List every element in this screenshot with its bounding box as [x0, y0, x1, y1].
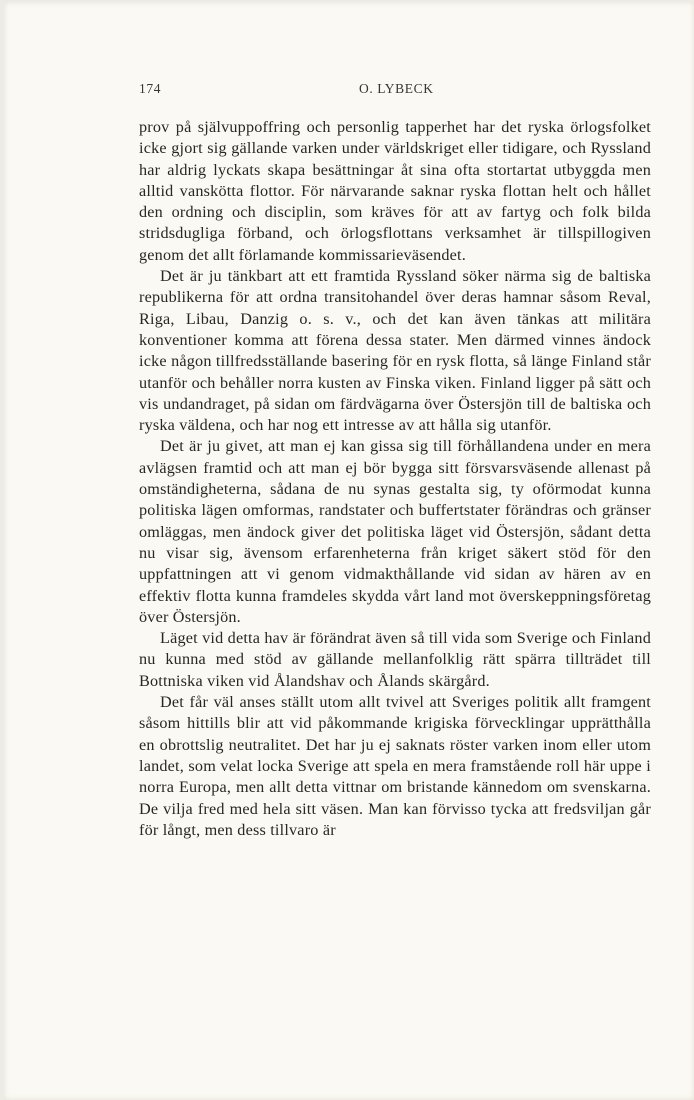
- page-header: [139, 81, 651, 101]
- body-text: [139, 117, 651, 841]
- paragraph: Det är ju tänkbart att ett framtida Ryssland söker närma sig de baltiska republikerna för att ordna transitohandel över deras hamnar såsom Reval, Riga, Libau, Danzig o. s. v., och det kan även tänkas att militära konventioner komma att förena dessa stater. Men därmed vinnes ändock icke någon tillfredsställande basering för en rysk flotta, så länge Finland står utanför och behåller norra kusten av Finska viken. Finland ligger på sätt och vis undandraget, på sidan om färdvägarna över Östersjön till de baltiska och ryska väldena, och har nog ett intresse av att hålla sig utanför.: [139, 267, 651, 435]
- paragraph: Det får väl anses ställt utom allt tvivel att Sveriges politik allt framgent såsom hittills blir att vid påkommande krigiska förvecklingar upprätthålla en obrottslig neutralitet. Det har ju ej saknats röster varken inom eller utom landet, som velat locka Sverige att spela en mera framstående roll här uppe i norra Europa, men allt detta vittnar om bristande kännedom om svenskarna. De vilja fred med hela sitt väsen. Man kan förvisso tycka att fredsviljan går för långt, men dess tillvaro är: [139, 693, 651, 839]
- paragraph-continued: prov på självuppoffring och personlig tapperhet har det ryska örlogsfolket icke gjort sig gällande varken under världskriget eller tidigare, och Ryssland har aldrig lyckats skapa besättningar åt sina ofta stortartat utbyggda men alltid vanskötta flottor. För närvarande saknar ryska flottan helt och hållet den ordning och disciplin, som kräves för att av fartyg och folk bilda stridsdugliga förband, och örlogsflottans verksamhet är tillspillogiven genom det allt förlamande kommissarieväsendet.: [139, 118, 651, 264]
- page-number: 174: [139, 81, 162, 96]
- paragraph: Läget vid detta hav är förändrat även så till vida som Sverige och Finland nu kunna med stöd av gällande mellanfolklig rätt spärra tillträdet till Bottniska viken vid Ålandshav och Ålands skärgård.: [139, 629, 651, 690]
- book-page: [4, 2, 694, 1100]
- running-head: O. LYBECK: [359, 81, 434, 96]
- paragraph: Det är ju givet, att man ej kan gissa sig till förhållandena under en mera avlägsen framtid och att man ej bör bygga sitt försvarsväsende allenast på omständigheterna, sådana de nu synas gestalta sig, ty oförmodat kunna politiska lägen omformas, randstater och buffertstater förändras och gränser omläggas, men ändock giver det politiska läget vid Östersjön, sådant detta nu visar sig, ävensom erfarenheterna från kriget säkert stöd för den uppfattningen att vi genom vidmakthållande vid sidan av hären av en effektiv flotta kunna framdeles skydda vårt land mot överskeppningsföretag över Östersjön.: [139, 437, 651, 626]
